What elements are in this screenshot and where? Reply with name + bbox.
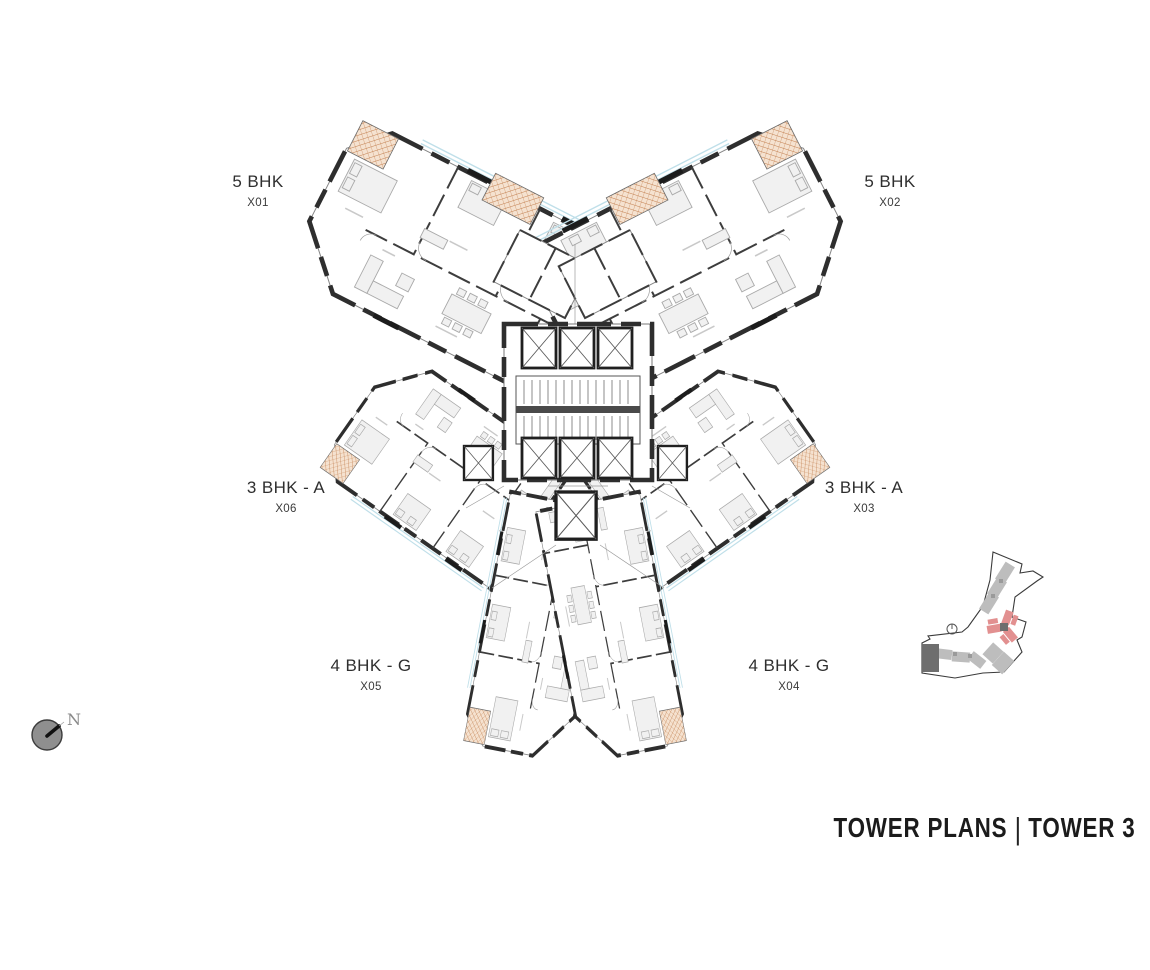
keyplan-north-marker: [947, 624, 957, 634]
unit-label-x04: [748, 656, 829, 693]
unit-type: 4 BHK - G: [748, 656, 830, 675]
unit-type: 4 BHK - G: [330, 656, 412, 675]
unit-type: 3 BHK - A: [246, 478, 326, 497]
site-key-plan: [922, 552, 1043, 678]
unit-label-x02: [864, 172, 915, 209]
unit-label-x05: [330, 656, 411, 693]
unit-code: X03: [853, 503, 875, 515]
central-core: [504, 324, 652, 480]
unit-code: X01: [247, 197, 269, 209]
sheet-title-separator: |: [1015, 810, 1022, 846]
unit-code: X04: [778, 681, 800, 693]
elevator-bank-bottom: [522, 438, 632, 478]
elevator-bank-top: [522, 328, 632, 368]
sheet-title: [834, 812, 1136, 844]
unit-label-x01: [232, 172, 283, 209]
north-arrow: [32, 710, 81, 750]
unit-type: 3 BHK - A: [824, 478, 904, 497]
north-label: N: [67, 710, 81, 729]
side-elevator-left: [464, 446, 493, 480]
unit-code: X06: [275, 503, 297, 515]
unit-code: X02: [879, 197, 901, 209]
sheet-title-left: TOWER PLANS: [833, 812, 1008, 843]
unit-label-x03: [825, 478, 903, 515]
side-elevator-right: [658, 446, 687, 480]
sheet-title-right: TOWER 3: [1028, 812, 1136, 843]
unit-type: 5 BHK: [232, 172, 284, 191]
unit-type: 5 BHK: [864, 172, 916, 191]
unit-code: X05: [360, 681, 382, 693]
unit-label-x06: [247, 478, 325, 515]
